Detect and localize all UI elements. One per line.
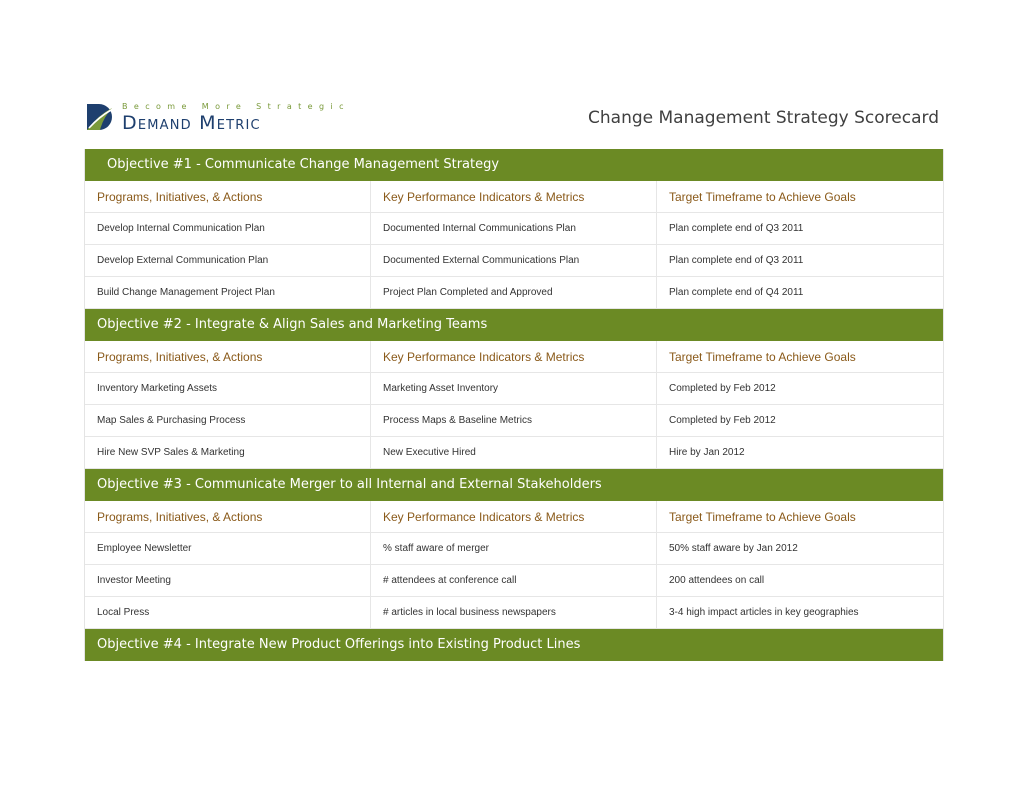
table-cell-timeframe: Hire by Jan 2012 bbox=[669, 447, 745, 458]
table-cell-kpi: Documented External Communications Plan bbox=[371, 245, 657, 276]
table-row bbox=[85, 277, 943, 309]
column-header-kpi: Key Performance Indicators & Metrics bbox=[371, 181, 657, 212]
table-cell-programs: Employee Newsletter bbox=[85, 533, 371, 564]
objective-title-4: Objective #4 - Integrate New Product Offerings into Existing Product Lines bbox=[85, 629, 943, 661]
table-cell-kpi: % staff aware of merger bbox=[371, 533, 657, 564]
table-cell-programs: Hire New SVP Sales & Marketing bbox=[85, 437, 371, 468]
table-cell-programs: Develop External Communication Plan bbox=[85, 245, 371, 276]
table-cell-timeframe: Plan complete end of Q3 2011 bbox=[669, 255, 804, 266]
table-cell-timeframe: 3-4 high impact articles in key geographies bbox=[669, 607, 859, 618]
logo-name: Demand Metric bbox=[122, 112, 261, 134]
table-cell-timeframe: Plan complete end of Q4 2011 bbox=[669, 287, 804, 298]
table-row bbox=[85, 565, 943, 597]
table-cell-timeframe: Completed by Feb 2012 bbox=[669, 415, 776, 426]
table-row bbox=[85, 245, 943, 277]
table-cell-programs: Investor Meeting bbox=[85, 565, 371, 596]
table-cell-programs: Map Sales & Purchasing Process bbox=[85, 405, 371, 436]
table-cell-programs: Build Change Management Project Plan bbox=[85, 277, 371, 308]
table-cell-programs: Inventory Marketing Assets bbox=[85, 373, 371, 404]
column-header-row bbox=[85, 501, 943, 533]
objective-title-1: Objective #1 - Communicate Change Management Strategy bbox=[85, 149, 943, 181]
scorecard-table bbox=[84, 149, 944, 661]
column-header-programs: Programs, Initiatives, & Actions bbox=[85, 181, 371, 212]
table-cell-timeframe: 200 attendees on call bbox=[669, 575, 765, 586]
table-cell-programs: Local Press bbox=[85, 597, 371, 628]
table-row bbox=[85, 405, 943, 437]
column-header-timeframe: Target Timeframe to Achieve Goals bbox=[669, 509, 856, 524]
table-cell-timeframe: Plan complete end of Q3 2011 bbox=[669, 223, 804, 234]
table-cell-kpi: # articles in local business newspapers bbox=[371, 597, 657, 628]
column-header-timeframe: Target Timeframe to Achieve Goals bbox=[669, 189, 856, 204]
demand-metric-logo bbox=[85, 101, 355, 133]
table-cell-timeframe: Completed by Feb 2012 bbox=[669, 383, 776, 394]
column-header-kpi: Key Performance Indicators & Metrics bbox=[371, 501, 657, 532]
column-header-timeframe: Target Timeframe to Achieve Goals bbox=[669, 349, 856, 364]
table-cell-timeframe: 50% staff aware by Jan 2012 bbox=[669, 543, 798, 554]
table-cell-kpi: Documented Internal Communications Plan bbox=[371, 213, 657, 244]
table-cell-kpi: # attendees at conference call bbox=[371, 565, 657, 596]
table-cell-kpi: Process Maps & Baseline Metrics bbox=[371, 405, 657, 436]
table-cell-kpi: Marketing Asset Inventory bbox=[371, 373, 657, 404]
column-header-kpi: Key Performance Indicators & Metrics bbox=[371, 341, 657, 372]
table-row bbox=[85, 213, 943, 245]
table-cell-programs: Develop Internal Communication Plan bbox=[85, 213, 371, 244]
table-row bbox=[85, 373, 943, 405]
table-cell-kpi: New Executive Hired bbox=[371, 437, 657, 468]
column-header-programs: Programs, Initiatives, & Actions bbox=[85, 501, 371, 532]
page-title: Change Management Strategy Scorecard bbox=[588, 108, 939, 128]
objective-title-3: Objective #3 - Communicate Merger to all Internal and External Stakeholders bbox=[85, 469, 943, 501]
table-row bbox=[85, 437, 943, 469]
table-row bbox=[85, 533, 943, 565]
table-cell-kpi: Project Plan Completed and Approved bbox=[371, 277, 657, 308]
column-header-programs: Programs, Initiatives, & Actions bbox=[85, 341, 371, 372]
column-header-row bbox=[85, 341, 943, 373]
table-row bbox=[85, 597, 943, 629]
logo-mark-icon bbox=[85, 102, 115, 132]
logo-tagline: Become More Strategic bbox=[122, 102, 350, 111]
column-header-row bbox=[85, 181, 943, 213]
objective-title-2: Objective #2 - Integrate & Align Sales and Marketing Teams bbox=[85, 309, 943, 341]
